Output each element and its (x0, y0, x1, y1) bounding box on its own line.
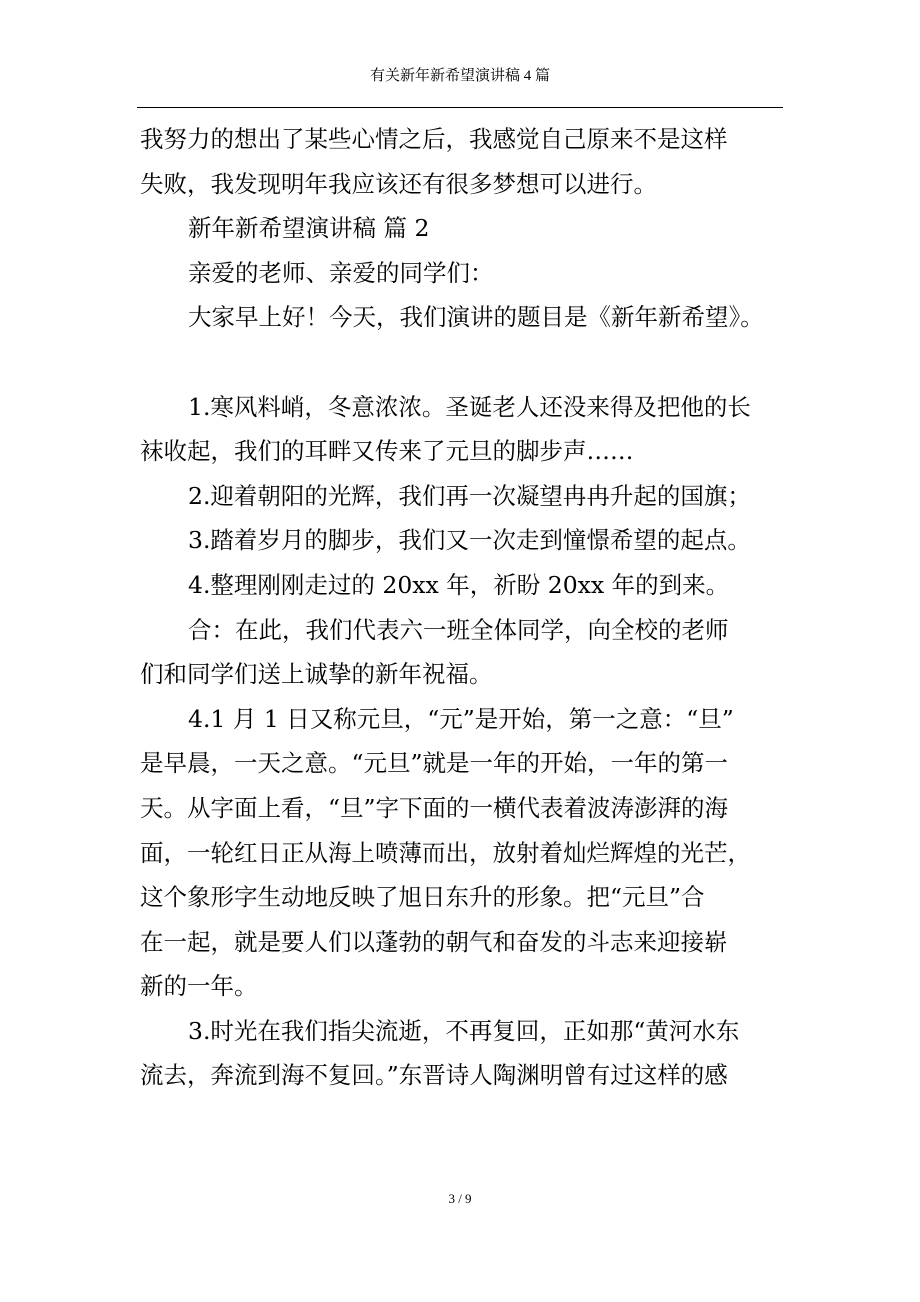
text-line: 1.寒风料峭，冬意浓浓。圣诞老人还没来得及把他的长 (188, 392, 751, 421)
text-line: 这个象形字生动地反映了旭日东升的形象。把“元旦”合 (140, 883, 705, 912)
text-line: 面，一轮红日正从海上喷薄而出，放射着灿烂辉煌的光芒， (140, 838, 751, 867)
header-divider (137, 107, 783, 108)
text-line: 袜收起，我们的耳畔又传来了元旦的脚步声…… (140, 437, 634, 466)
text-line: 新的一年。 (140, 972, 258, 1001)
text-line: 天。从字面上看，“旦”字下面的一横代表着波涛澎湃的海 (140, 793, 729, 822)
text-line: 3.时光在我们指尖流逝，不再复回，正如那“黄河水东 (188, 1016, 740, 1045)
text-line: 2.迎着朝阳的光辉，我们再一次凝望冉冉升起的国旗； (188, 481, 751, 510)
paragraph-gap (140, 340, 800, 385)
text-line: 们和同学们送上诚挚的新年祝福。 (140, 660, 493, 689)
salutation: 亲爱的老师、亲爱的同学们： (188, 258, 494, 287)
text-line: 在一起，就是要人们以蓬勃的朝气和奋发的斗志来迎接崭 (140, 927, 728, 956)
text-line: 4.整理刚刚走过的 20xx 年，祈盼 20xx 年的到来。 (188, 570, 730, 599)
text-line: 我努力的想出了某些心情之后，我感觉自己原来不是这样 (140, 125, 728, 153)
text-line: 大家早上好！今天，我们演讲的题目是《新年新希望》。 (188, 303, 764, 332)
text-line: 失败，我发现明年我应该还有很多梦想可以进行。 (140, 169, 657, 198)
text-line: 合：在此，我们代表六一班全体同学，向全校的老师 (188, 615, 729, 644)
page-header-title: 有关新年新希望演讲稿 4 篇 (369, 68, 550, 84)
text-line: 流去，奔流到海不复回。”东晋诗人陶渊明曾有过这样的感 (140, 1061, 728, 1090)
document-body (140, 117, 800, 1098)
section-heading: 新年新希望演讲稿 篇 2 (188, 214, 430, 243)
text-line: 是早晨，一天之意。“元旦”就是一年的开始，一年的第一 (140, 749, 729, 778)
text-line: 4.1 月 1 日又称元旦，“元”是开始，第一之意：“旦” (188, 704, 734, 733)
page-number: 3 / 9 (448, 1191, 472, 1206)
text-line: 3.踏着岁月的脚步，我们又一次走到憧憬希望的起点。 (188, 526, 751, 555)
